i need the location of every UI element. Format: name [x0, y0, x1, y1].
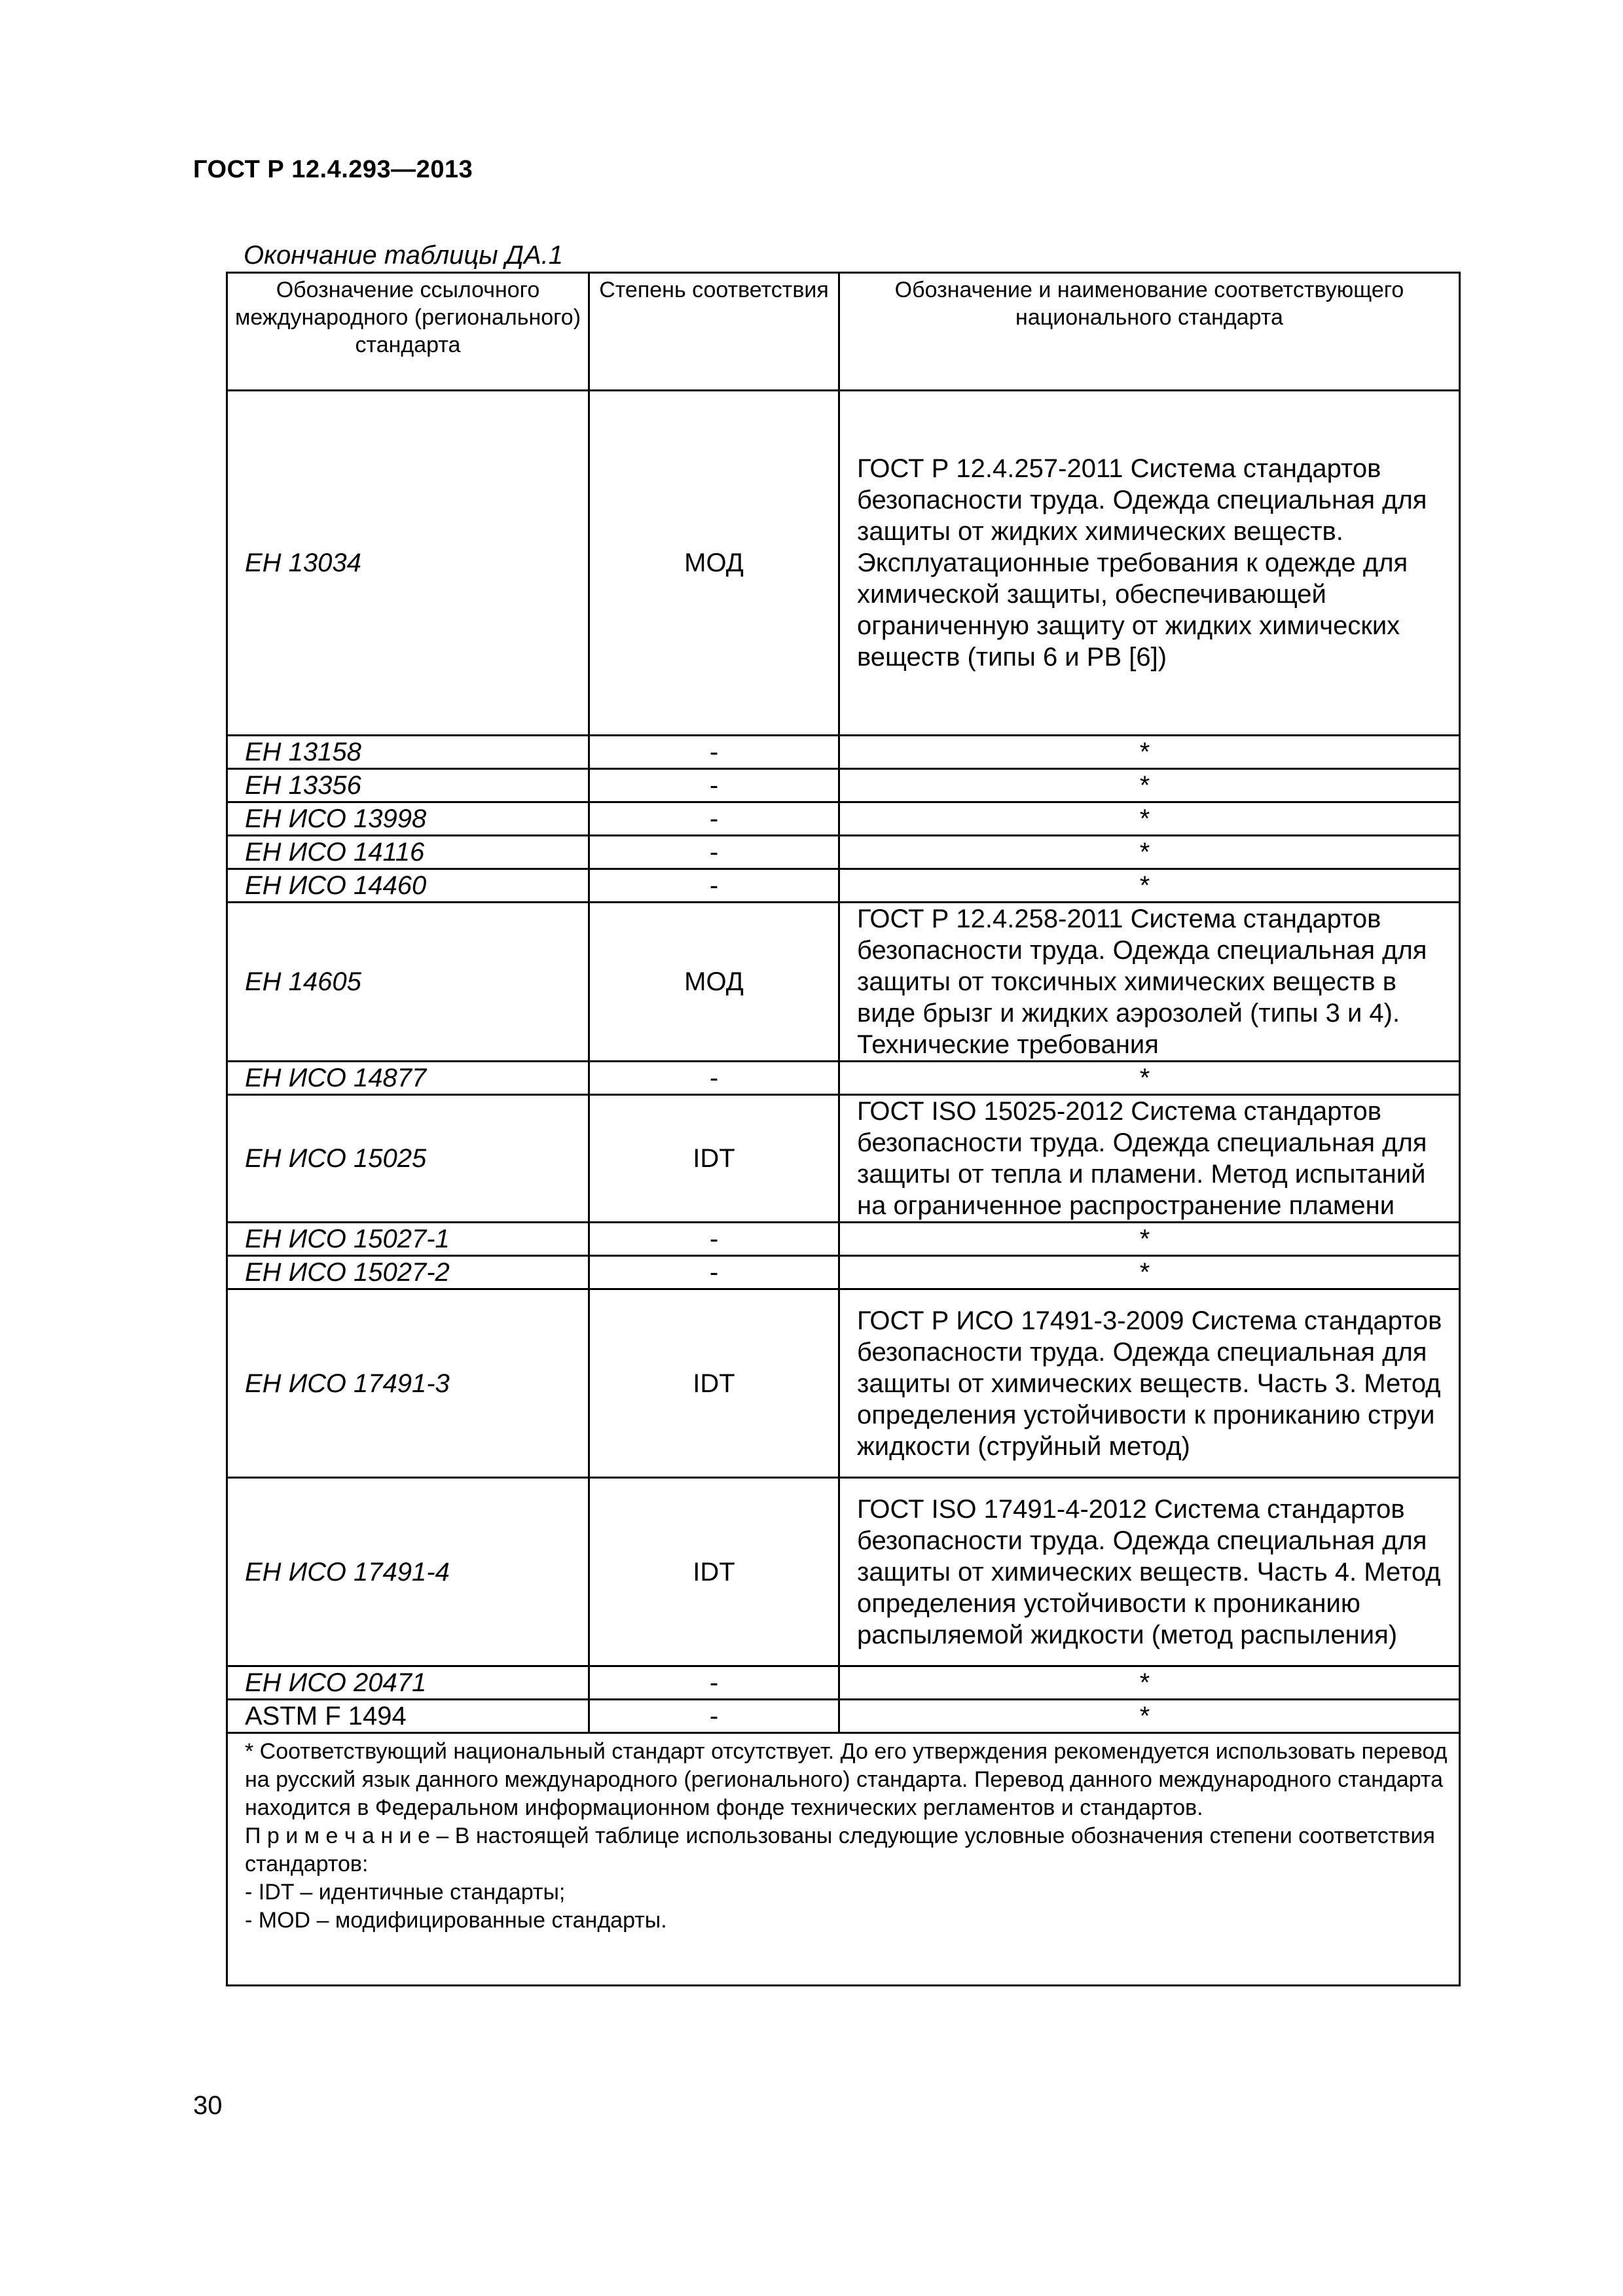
correspondence-table: [226, 272, 1461, 1986]
degree-cell: IDT: [589, 1289, 839, 1478]
national-standard-cell: *: [839, 1666, 1460, 1700]
table-row: [227, 802, 1460, 836]
page-number: 30: [193, 2091, 223, 2120]
table-row: [227, 769, 1460, 802]
national-standard-cell: *: [839, 1223, 1460, 1256]
degree-cell: -: [589, 802, 839, 836]
table-row: [227, 869, 1460, 903]
column-header-reference-standard: Обозначение ссылочного международного (регионального) стандарта: [227, 273, 589, 391]
degree-cell: -: [589, 1223, 839, 1256]
table-row: [227, 1256, 1460, 1289]
degree-cell: -: [589, 836, 839, 869]
national-standard-cell: *: [839, 1256, 1460, 1289]
table-row: [227, 836, 1460, 869]
table-row: [227, 1478, 1460, 1666]
reference-standard-cell: ASTM F 1494: [227, 1700, 589, 1733]
national-standard-cell: *: [839, 869, 1460, 903]
national-standard-cell: ГОСТ ISO 17491-4-2012 Система стандартов безопасности труда. Одежда специальная для защиты от химических веществ. Часть 4. Метод определения устойчивости к прониканию распыляемой жидкости (метод распыления): [839, 1478, 1460, 1666]
reference-standard-cell: ЕН ИСО 15027-1: [227, 1223, 589, 1256]
national-standard-cell: *: [839, 802, 1460, 836]
column-header-degree: Степень соответствия: [589, 273, 839, 391]
table-row: [227, 1289, 1460, 1478]
degree-cell: -: [589, 1700, 839, 1733]
reference-standard-cell: ЕН ИСО 17491-3: [227, 1289, 589, 1478]
table-row: [227, 1666, 1460, 1700]
table-row: [227, 391, 1460, 736]
footnote-mod-text: - MOD – модифицированные стандарты.: [245, 1908, 667, 1933]
table-footnote: [227, 1733, 1460, 1986]
degree-cell: -: [589, 869, 839, 903]
degree-cell: -: [589, 1256, 839, 1289]
table-caption: Окончание таблицы ДА.1: [244, 241, 563, 270]
table-row: [227, 1062, 1460, 1095]
national-standard-cell: *: [839, 769, 1460, 802]
table-row: [227, 903, 1460, 1062]
national-standard-cell: *: [839, 836, 1460, 869]
national-standard-cell: *: [839, 1700, 1460, 1733]
degree-cell: IDT: [589, 1478, 839, 1666]
table-footnote-row: [227, 1733, 1460, 1986]
degree-cell: IDT: [589, 1095, 839, 1223]
footnote-asterisk-text: * Соответствующий национальный стандарт отсутствует. До его утверждения рекомендуется использовать перевод на русский язык данного международного (регионального) стандарта. Перевод данного международного стандарта находится в Федеральном информационном фонде технических регламентов и стандартов.: [245, 1739, 1448, 1820]
table-row: [227, 1223, 1460, 1256]
national-standard-cell: ГОСТ Р 12.4.258-2011 Система стандартов безопасности труда. Одежда специальная для защиты от токсичных химических веществ в виде брызг и жидких аэрозолей (типы 3 и 4). Технические требования: [839, 903, 1460, 1062]
document-header: ГОСТ Р 12.4.293—2013: [193, 156, 473, 183]
reference-standard-cell: ЕН ИСО 20471: [227, 1666, 589, 1700]
reference-standard-cell: ЕН ИСО 14460: [227, 869, 589, 903]
reference-standard-cell: ЕН 13356: [227, 769, 589, 802]
degree-cell: -: [589, 1666, 839, 1700]
footnote-idt-text: - IDT – идентичные стандарты;: [245, 1880, 566, 1905]
table-row: [227, 1095, 1460, 1223]
degree-cell: МОД: [589, 903, 839, 1062]
reference-standard-cell: ЕН ИСО 14116: [227, 836, 589, 869]
reference-standard-cell: ЕН ИСО 17491-4: [227, 1478, 589, 1666]
reference-standard-cell: ЕН ИСО 15025: [227, 1095, 589, 1223]
national-standard-cell: ГОСТ ISO 15025-2012 Система стандартов безопасности труда. Одежда специальная для защиты от тепла и пламени. Метод испытаний на ограниченное распространение пламени: [839, 1095, 1460, 1223]
degree-cell: -: [589, 1062, 839, 1095]
table-header-row: [227, 273, 1460, 391]
table-row: [227, 736, 1460, 769]
national-standard-cell: *: [839, 1062, 1460, 1095]
degree-cell: -: [589, 736, 839, 769]
national-standard-cell: ГОСТ Р ИСО 17491-3-2009 Система стандартов безопасности труда. Одежда специальная для защиты от химических веществ. Часть 3. Метод определения устойчивости к прониканию струи жидкости (струйный метод): [839, 1289, 1460, 1478]
column-header-national-standard: Обозначение и наименование соответствующего национального стандарта: [839, 273, 1460, 391]
reference-standard-cell: ЕН 13158: [227, 736, 589, 769]
national-standard-cell: ГОСТ Р 12.4.257-2011 Система стандартов безопасности труда. Одежда специальная для защиты от жидких химических веществ. Эксплуатационные требования к одежде для химической защиты, обеспечивающей ограниченную защиту от жидких химических веществ (типы 6 и РВ [6]): [839, 391, 1460, 736]
table-row: [227, 1700, 1460, 1733]
reference-standard-cell: ЕН ИСО 14877: [227, 1062, 589, 1095]
degree-cell: -: [589, 769, 839, 802]
footnote-note-text: П р и м е ч а н и е – В настоящей таблице использованы следующие условные обозначения степени соответствия стандартов:: [245, 1823, 1435, 1876]
reference-standard-cell: ЕН ИСО 13998: [227, 802, 589, 836]
reference-standard-cell: ЕН 13034: [227, 391, 589, 736]
national-standard-cell: *: [839, 736, 1460, 769]
reference-standard-cell: ЕН 14605: [227, 903, 589, 1062]
reference-standard-cell: ЕН ИСО 15027-2: [227, 1256, 589, 1289]
degree-cell: МОД: [589, 391, 839, 736]
